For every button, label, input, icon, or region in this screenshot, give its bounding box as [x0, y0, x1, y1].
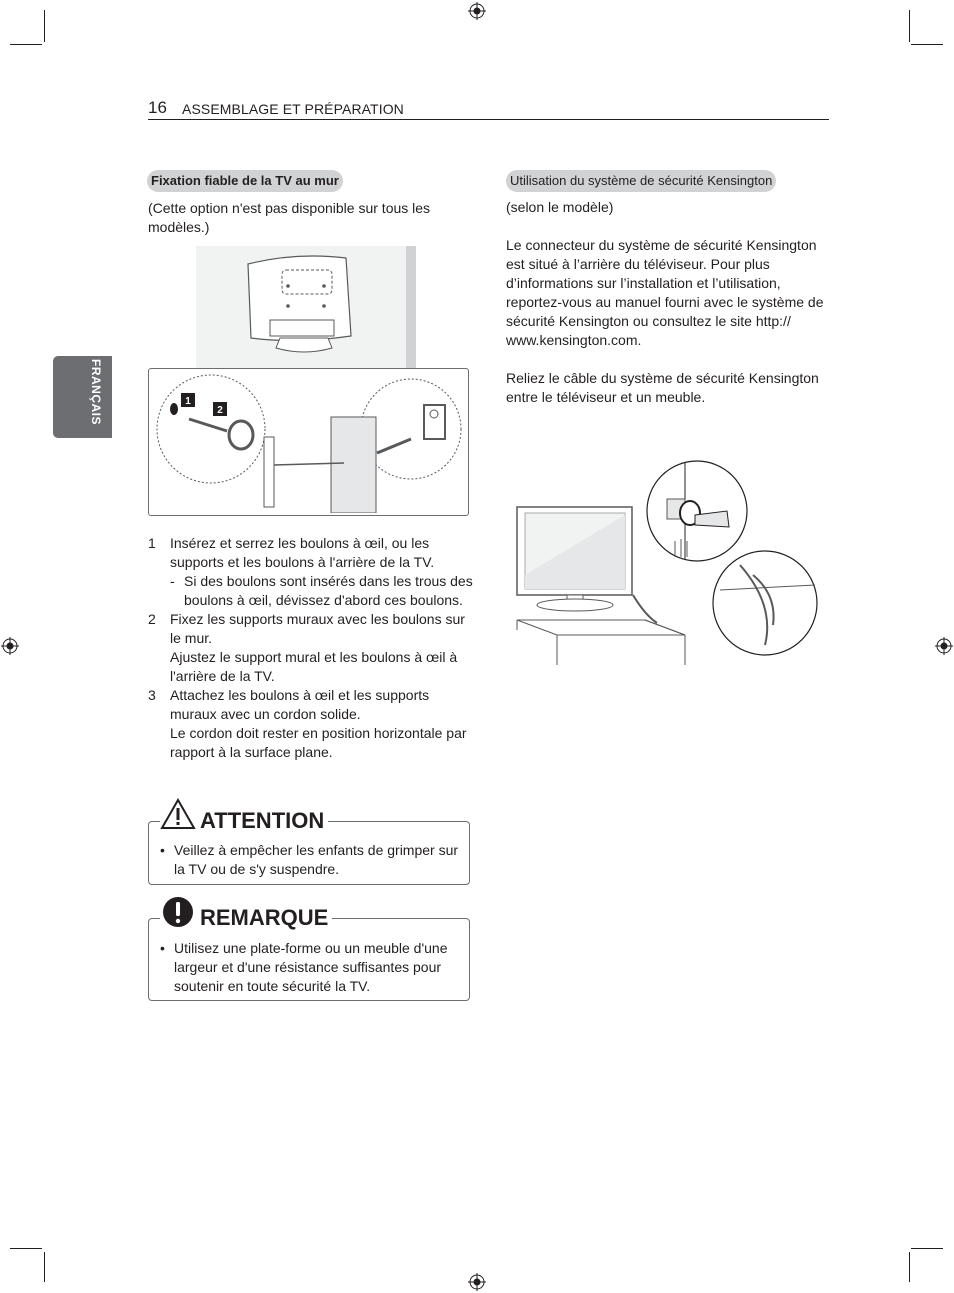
step-number: 3 [148, 687, 156, 703]
crop-mark [44, 10, 45, 42]
steps-list [148, 534, 473, 762]
crop-mark [909, 1252, 910, 1282]
attention-bullet-text: Veillez à empêcher les enfants de grimper sur la TV ou de s'y suspendre. [174, 842, 459, 877]
section-title: ASSEMBLAGE ET PRÉPARATION [182, 101, 404, 117]
step-subitem [170, 572, 473, 610]
step-text: Insérez et serrez les boulons à œil, ou les supports et les boulons à l'arrière de la TV. [170, 535, 435, 570]
kensington-illustration [515, 455, 820, 667]
crop-mark [911, 44, 943, 45]
step-subtext: Si des boulons sont insérés dans les trous des boulons à œil, dévissez d'abord ces boulons. [184, 573, 473, 608]
section-heading-kensington: Utilisation du système de sécurité Kensington [506, 170, 776, 192]
crop-mark [911, 1248, 943, 1249]
crop-mark [10, 44, 42, 45]
step-number: 1 [148, 535, 156, 551]
step-text: Fixez les supports muraux avec les boulons sur le mur. [170, 611, 465, 646]
language-tab-label: FRANÇAIS [89, 359, 103, 425]
step-item [148, 610, 473, 686]
step-text: Attachez les boulons à œil et les supports muraux avec un cordon solide. [170, 687, 430, 722]
attention-bullet: • Veillez à empêcher les enfants de grimper sur la TV ou de s'y suspendre. [160, 842, 459, 877]
registration-mark-icon [468, 1273, 486, 1291]
tv-back-illustration [196, 246, 416, 368]
crop-mark [44, 1252, 45, 1282]
availability-note: (Cette option n'est pas disponible sur tous les modèles.) [148, 200, 431, 235]
callout-1: 1 [185, 396, 191, 407]
page-number: 16 [148, 98, 167, 117]
registration-mark-icon [1, 637, 19, 655]
attention-title: ATTENTION [196, 808, 328, 834]
language-tab [53, 356, 112, 438]
registration-mark-icon [935, 637, 953, 655]
kensington-paragraph-2: Reliez le câble du système de sécurité Kensington entre le téléviseur et un meuble. [506, 370, 819, 405]
callout-2: 2 [217, 405, 223, 416]
step-number: 2 [148, 611, 156, 627]
step-extra: Le cordon doit rester en position horizontale par rapport à la surface plane. [170, 725, 467, 760]
remarque-bullet: • Utilisez une plate-forme ou un meuble d'une largeur et d'une résistance suffisantes pour soutenir en toute sécurité la TV. [160, 940, 448, 994]
crop-mark [909, 10, 910, 42]
crop-mark [10, 1248, 42, 1249]
exclamation-circle-icon [160, 895, 196, 929]
step-extra: Ajustez le support mural et les boulons à œil à l'arrière de la TV. [170, 649, 458, 684]
step-item [148, 534, 473, 610]
header-rule [148, 119, 829, 120]
dash-marker: - [170, 573, 175, 589]
bolt-detail-illustration [149, 369, 467, 513]
remarque-title: REMARQUE [196, 905, 332, 931]
model-note: (selon le modèle) [506, 199, 614, 215]
registration-mark-icon [468, 2, 486, 20]
warning-triangle-icon [160, 798, 196, 830]
step-item [148, 686, 473, 762]
kensington-paragraph-1: Le connecteur du système de sécurité Kensington est situé à l’arrière du téléviseur. Pour plus d’informations sur l’installation et l’utilisation, reportez-vous au manuel fourni avec le système de sécurité Kensington ou consultez le site http:// www.kensington.com. [506, 237, 824, 348]
section-heading-wall-mount: Fixation fiable de la TV au mur [147, 170, 343, 192]
remarque-bullet-text: Utilisez une plate-forme ou un meuble d'une largeur et d'une résistance suffisantes pour soutenir en toute sécurité la TV. [174, 940, 448, 994]
